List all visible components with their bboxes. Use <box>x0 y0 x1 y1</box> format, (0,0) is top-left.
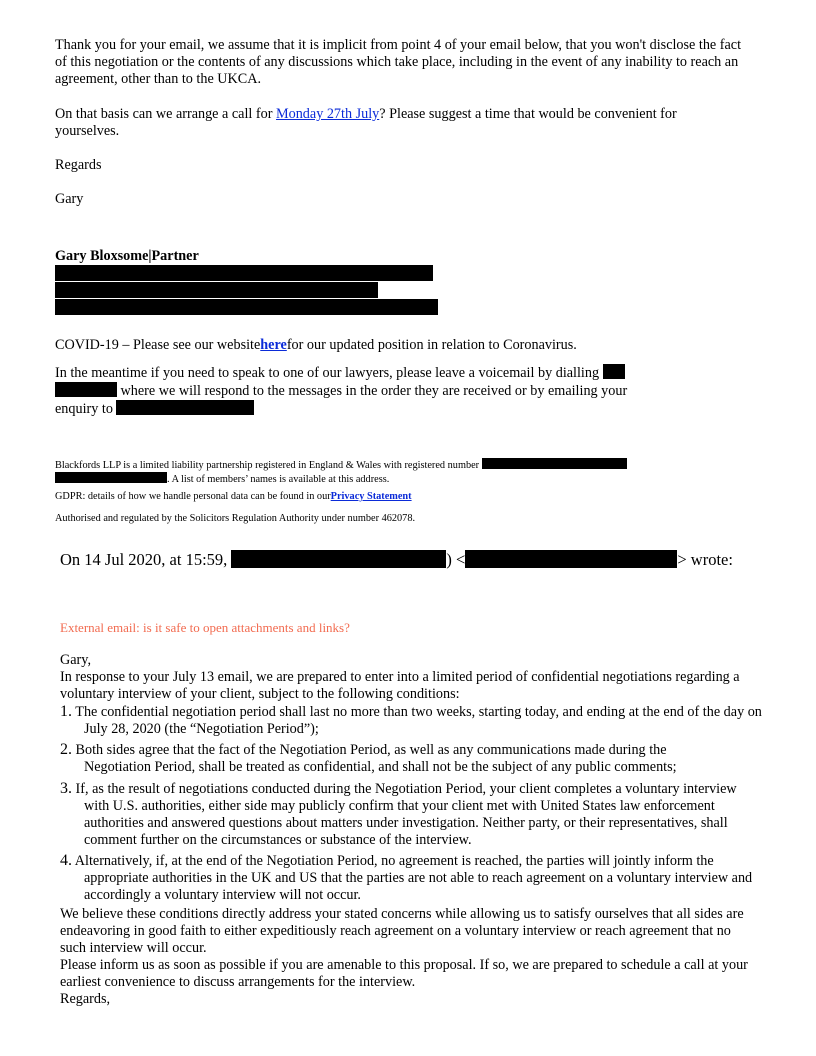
condition-item-4 <box>60 852 774 904</box>
redaction <box>55 265 433 281</box>
date-link[interactable]: Monday 27th July <box>276 106 380 122</box>
text: for our updated position in relation to Coronavirus. <box>286 337 577 353</box>
greeting: Gary, <box>60 652 91 668</box>
text: Blackfords LLP is a limited liability partnership registered in England & Wales with registered number <box>55 460 482 471</box>
text: enquiry to <box>55 401 117 417</box>
gdpr-notice <box>55 491 412 503</box>
sra-notice: Authorised and regulated by the Solicitors Regulation Authority under number 462078. <box>55 513 416 524</box>
condition-item-3 <box>60 780 764 849</box>
signature-name: Gary Bloxsome|Partner <box>55 248 199 264</box>
text: . A list of members’ names is available at this address. <box>167 474 390 485</box>
item-number: 2. <box>60 741 72 758</box>
text: On that basis can we arrange a call for <box>55 106 276 122</box>
redaction <box>603 364 625 379</box>
redaction <box>231 550 446 568</box>
item-number: 1. <box>60 703 72 720</box>
privacy-statement-link[interactable]: Privacy Statement <box>330 491 412 502</box>
redaction <box>55 299 438 315</box>
reply-paragraph-2 <box>55 106 715 140</box>
text: > wrote: <box>677 550 733 569</box>
text: On 14 Jul 2020, at 15:59, <box>60 550 232 569</box>
text: where we will respond to the messages in the order they are received or by emailing your <box>117 383 628 399</box>
sender-name: Gary <box>55 191 84 207</box>
reply-paragraph-1: Thank you for your email, we assume that it is implicit from point 4 of your email below, that you won't disclose the fact of this negotiation or the contents of any discussions which take place, including in the event of any inability to reach an agreement, other than to the UKCA. <box>55 37 742 87</box>
redaction <box>55 382 117 397</box>
item-text: If, as the result of negotiations conducted during the Negotiation Period, your client completes a voluntary interview with U.S. authorities, either side may publicly confirm that your client met with United States law enforcement authorities and answered questions about matters under investigation. Neither party, or their representatives, shall comment further on the circumstances or substance of the interview. <box>75 781 737 848</box>
closing: Regards, <box>60 991 111 1007</box>
believe-paragraph: We believe these conditions directly address your stated concerns while allowing us to satisfy ourselves that all sides are endeavoring in good faith to either expeditiously reach agreement on a voluntary interview or reach agreement that no such interview will occur. <box>60 906 744 956</box>
quoted-header <box>60 550 733 570</box>
redaction <box>55 282 378 298</box>
redaction <box>116 400 254 415</box>
redaction <box>465 550 677 568</box>
regards: Regards <box>55 157 102 173</box>
item-number: 3. <box>60 780 72 797</box>
inform-paragraph: Please inform us as soon as possible if you are amenable to this proposal. If so, we are prepared to schedule a call at your earliest convenience to discuss arrangements for the interview. <box>60 957 748 990</box>
intro-paragraph: In response to your July 13 email, we are prepared to enter into a limited period of confidential negotiations regarding a voluntary interview of your client, subject to the following conditions: <box>60 669 740 702</box>
website-link[interactable]: here <box>260 337 287 353</box>
redaction <box>482 458 627 469</box>
redaction <box>55 472 167 483</box>
item-number: 4. <box>60 852 72 869</box>
legal-notice <box>55 458 627 486</box>
text: ? Please suggest a time that would be convenient for yourselves. <box>55 106 677 139</box>
text: In the meantime if you need to speak to one of our lawyers, please leave a voicemail by dialling <box>55 365 600 381</box>
item-text: Both sides agree that the fact of the Negotiation Period, as well as any communications made during the Negotiation Period, shall be treated as confidential, and shall not be the subject of any public comments; <box>75 742 677 775</box>
condition-item-2 <box>60 741 724 776</box>
text: COVID-19 – Please see our website <box>55 337 261 353</box>
external-email-warning: External email: is it safe to open attachments and links? <box>60 620 350 635</box>
covid-notice <box>55 337 577 354</box>
item-text: The confidential negotiation period shall last no more than two weeks, starting today, and ending at the end of the day on July 28, 2020 (the “Negotiation Period”); <box>75 704 762 737</box>
text: GDPR: details of how we handle personal data can be found in our <box>55 491 331 502</box>
item-text: Alternatively, if, at the end of the Negotiation Period, no agreement is reached, the parties will jointly inform the appropriate authorities in the UK and US that the parties are not able to reach agreement on a voluntary interview and accordingly a voluntary interview will not occur. <box>74 853 753 903</box>
voicemail-notice <box>55 364 627 418</box>
text: ) < <box>446 550 466 569</box>
condition-item-1 <box>60 703 784 738</box>
